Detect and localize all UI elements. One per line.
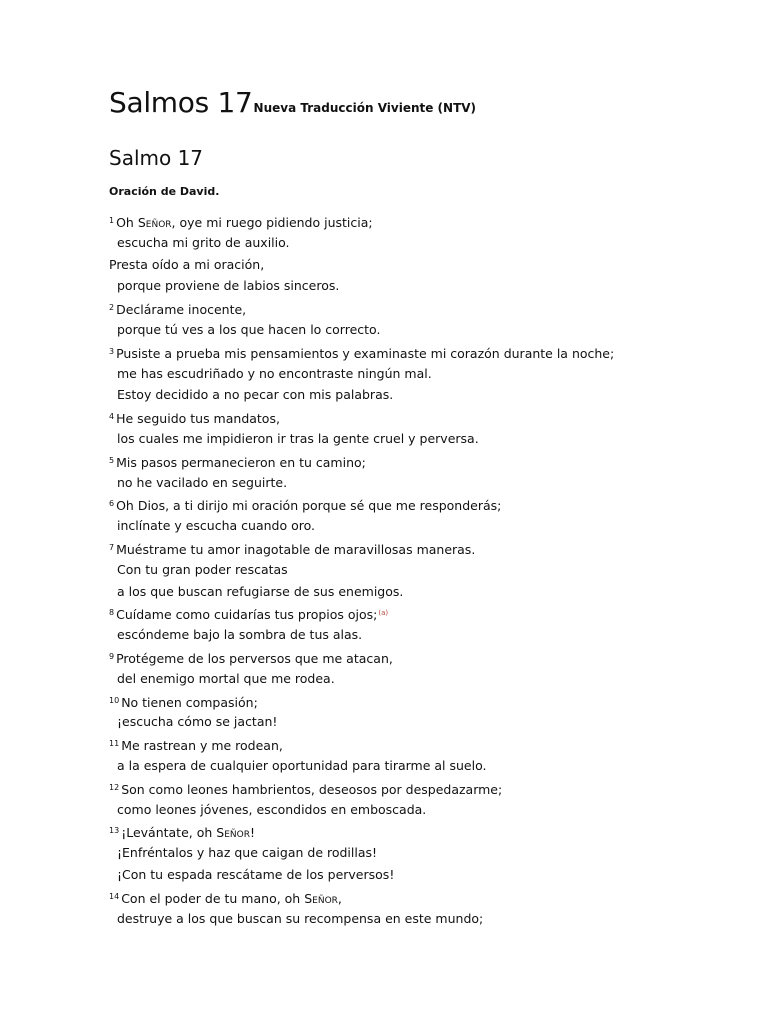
verse-text: destruye a los que buscan su recompensa en este mundo; [117, 910, 484, 926]
verse-number: 9 [109, 651, 115, 661]
verse-number: 14 [109, 891, 120, 901]
verse-line [109, 820, 729, 842]
verse-text: ¡escucha cómo se jactan! [117, 714, 278, 730]
verse-line [109, 668, 729, 690]
verse-line [109, 777, 729, 799]
verse-text: escucha mi grito de auxilio. [117, 234, 290, 250]
verse-number: 8 [109, 608, 115, 618]
footnote-marker[interactable]: (a) [378, 609, 389, 618]
verse-line [109, 842, 729, 864]
document-page [109, 86, 729, 929]
verse-number: 11 [109, 739, 120, 749]
verse-text: los cuales me impidieron ir tras la gente cruel y perversa. [117, 430, 479, 446]
document-title [109, 86, 729, 122]
verse-text: escóndeme bajo la sombra de tus alas. [117, 627, 363, 643]
verse-line [109, 384, 729, 406]
verse-line [109, 624, 729, 646]
verse-text-continued: , [337, 890, 342, 906]
verse-text-continued: ! [249, 825, 255, 841]
verse-text: Presta oído a mi oración, [109, 256, 265, 272]
verse-line [109, 428, 729, 450]
verse-text: ¡Enfréntalos y haz que caigan de rodillas! [117, 845, 378, 861]
verse-text: Oh Dios, a ti dirijo mi oración porque sé que me responderás; [116, 498, 502, 514]
verse-line [109, 602, 729, 624]
verse-line [109, 711, 729, 733]
verse-text: Con tu gran poder rescatas [117, 561, 288, 577]
verse-text: ¡Levántate, oh [121, 825, 217, 841]
verse-number: 13 [109, 826, 120, 836]
verse-list [109, 210, 729, 929]
verse-text-continued: , oye mi ruego pidiendo justicia; [171, 215, 373, 230]
verse-line [109, 254, 729, 276]
verse-text: Declárame inocente, [116, 302, 247, 318]
verse-text: a la espera de cualquier oportunidad para tirarme al suelo. [117, 757, 487, 773]
verse-text: porque proviene de labios sinceros. [117, 278, 340, 294]
verse-number: 5 [109, 455, 115, 465]
verse-line [109, 646, 729, 668]
verse-text: Pusiste a prueba mis pensamientos y examinaste mi corazón durante la noche; [116, 345, 615, 361]
verse-number: 1 [109, 216, 115, 225]
verse-line [109, 755, 729, 777]
verse-text: Muéstrame tu amor inagotable de maravillosas maneras. [116, 541, 476, 557]
verse-text: Estoy decidido a no pecar con mis palabras. [117, 387, 394, 403]
verse-line [109, 515, 729, 537]
verse-line [109, 450, 729, 472]
verse-line [109, 908, 729, 930]
divine-name: Señor [137, 215, 172, 230]
verse-line [109, 341, 729, 363]
verse-line [109, 275, 729, 297]
verse-line [109, 886, 729, 908]
verse-text: Oh [116, 215, 138, 230]
verse-line [109, 210, 729, 232]
divine-name: Señor [304, 890, 338, 906]
verse-text: Protégeme de los perversos que me atacan, [116, 650, 393, 666]
verse-text: Son como leones hambrientos, deseosos por despedazarme; [121, 781, 503, 797]
verse-number: 3 [109, 346, 115, 356]
verse-number: 6 [109, 499, 115, 509]
verse-text: no he vacilado en seguirte. [117, 474, 288, 490]
verse-text: del enemigo mortal que me rodea. [117, 670, 335, 686]
verse-line [109, 799, 729, 821]
verse-text: como leones jóvenes, escondidos en emboscada. [117, 801, 427, 817]
verse-text: ¡Con tu espada rescátame de los perversos! [117, 866, 395, 882]
verse-line [109, 363, 729, 385]
verse-text: Cuídame como cuidarías tus propios ojos; [116, 607, 378, 623]
verse-number: 12 [109, 782, 120, 792]
verse-line [109, 733, 729, 755]
verse-line [109, 472, 729, 494]
psalm-superscription: Oración de David. [109, 185, 220, 198]
verse-line [109, 864, 729, 886]
verse-line [109, 581, 729, 603]
verse-line [109, 406, 729, 428]
verse-text: No tienen compasión; [121, 694, 258, 710]
verse-number: 4 [109, 412, 115, 422]
divine-name: Señor [216, 825, 250, 841]
verse-line [109, 297, 729, 319]
book-chapter-title: Salmos 17 [109, 86, 253, 119]
verse-line [109, 690, 729, 712]
verse-text: Me rastrean y me rodean, [121, 738, 283, 754]
verse-line [109, 232, 729, 254]
psalm-heading: Salmo 17 [109, 146, 204, 170]
verse-line [109, 537, 729, 559]
verse-number: 10 [109, 695, 120, 705]
verse-text: He seguido tus mandatos, [116, 411, 280, 427]
verse-number: 2 [109, 303, 115, 313]
translation-name: Nueva Traducción Viviente (NTV) [253, 101, 477, 115]
verse-text: me has escudriñado y no encontraste ningún mal. [117, 365, 432, 381]
verse-text: a los que buscan refugiarse de sus enemigos. [117, 583, 404, 599]
verse-number: 7 [109, 542, 115, 552]
verse-line [109, 319, 729, 341]
verse-text: Con el poder de tu mano, oh [121, 890, 305, 906]
verse-text: Mis pasos permanecieron en tu camino; [116, 454, 366, 470]
verse-text: inclínate y escucha cuando oro. [117, 518, 316, 534]
verse-line [109, 559, 729, 581]
verse-text: porque tú ves a los que hacen lo correcto. [117, 321, 381, 337]
verse-line [109, 493, 729, 515]
